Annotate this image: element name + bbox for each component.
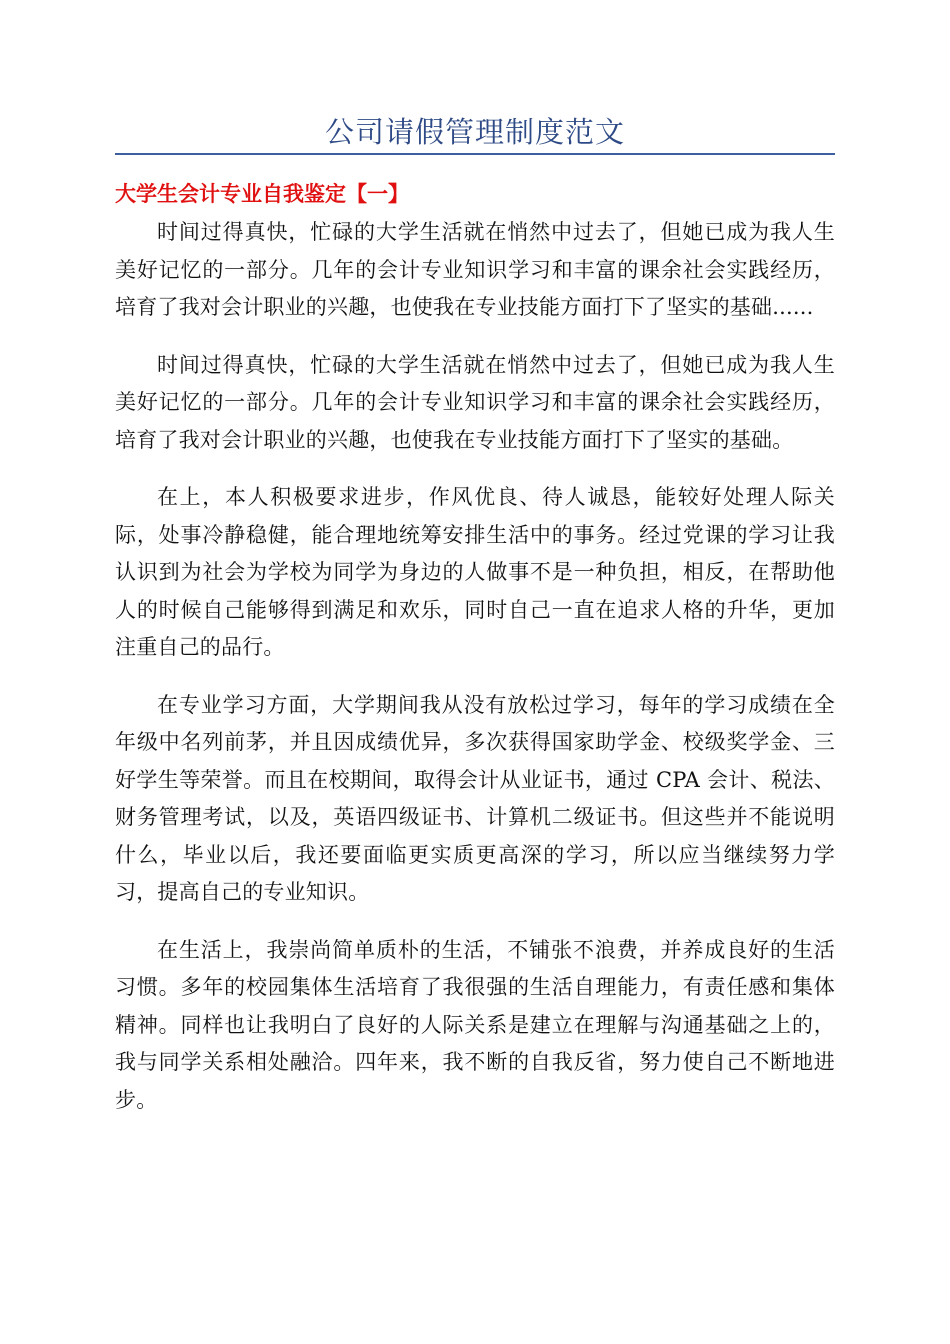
paragraph-3: 在上，本人积极要求进步，作风优良、待人诚恳，能较好处理人际关际，处事冷静稳健，能合理地统筹安排生活中的事务。经过党课的学习让我认识到为社会为学校为同学为身边的人做事不是一种负担，相反，在帮助他人的时候自己能够得到满足和欢乐，同时自己一直在追求人格的升华，更加注重自己的品行。 <box>115 485 835 659</box>
document-body <box>115 176 835 1139</box>
paragraph-2: 时间过得真快，忙碌的大学生活就在悄然中过去了，但她已成为我人生美好记忆的一部分。几年的会计专业知识学习和丰富的课余社会实践经历，培育了我对会计职业的兴趣，也使我在专业技能方面打下了坚实的基础。 <box>115 352 835 452</box>
paragraph-1: 时间过得真快，忙碌的大学生活就在悄然中过去了，但她已成为我人生美好记忆的一部分。几年的会计专业知识学习和丰富的课余社会实践经历，培育了我对会计职业的兴趣，也使我在专业技能方面打下了坚实的基础...... <box>115 220 835 319</box>
title-underline <box>115 153 835 155</box>
paragraph-5: 在生活上，我崇尚简单质朴的生活，不铺张不浪费，并养成良好的生活习惯。多年的校园集体生活培育了我很强的生活自理能力，有责任感和集体精神。同样也让我明白了良好的人际关系是建立在理解与沟通基础之上的，我与同学关系相处融洽。四年来，我不断的自我反省，努力使自己不断地进步。 <box>115 937 835 1112</box>
paragraph-4: 在专业学习方面，大学期间我从没有放松过学习，每年的学习成绩在全年级中名列前茅，并且因成绩优异，多次获得国家助学金、校级奖学金、三好学生等荣誉。而且在校期间，取得会计从业证书，通过 CPA 会计、税法、财务管理考试，以及，英语四级证书、计算机二级证书。但这些并不能说明什么，毕业以后，我还要面临更实质更高深的学习，所以应当继续努力学习，提高自己的专业知识。 <box>115 692 835 904</box>
document-title: 公司请假管理制度范文 <box>324 115 625 149</box>
section-heading: 大学生会计专业自我鉴定【一】 <box>115 182 409 206</box>
